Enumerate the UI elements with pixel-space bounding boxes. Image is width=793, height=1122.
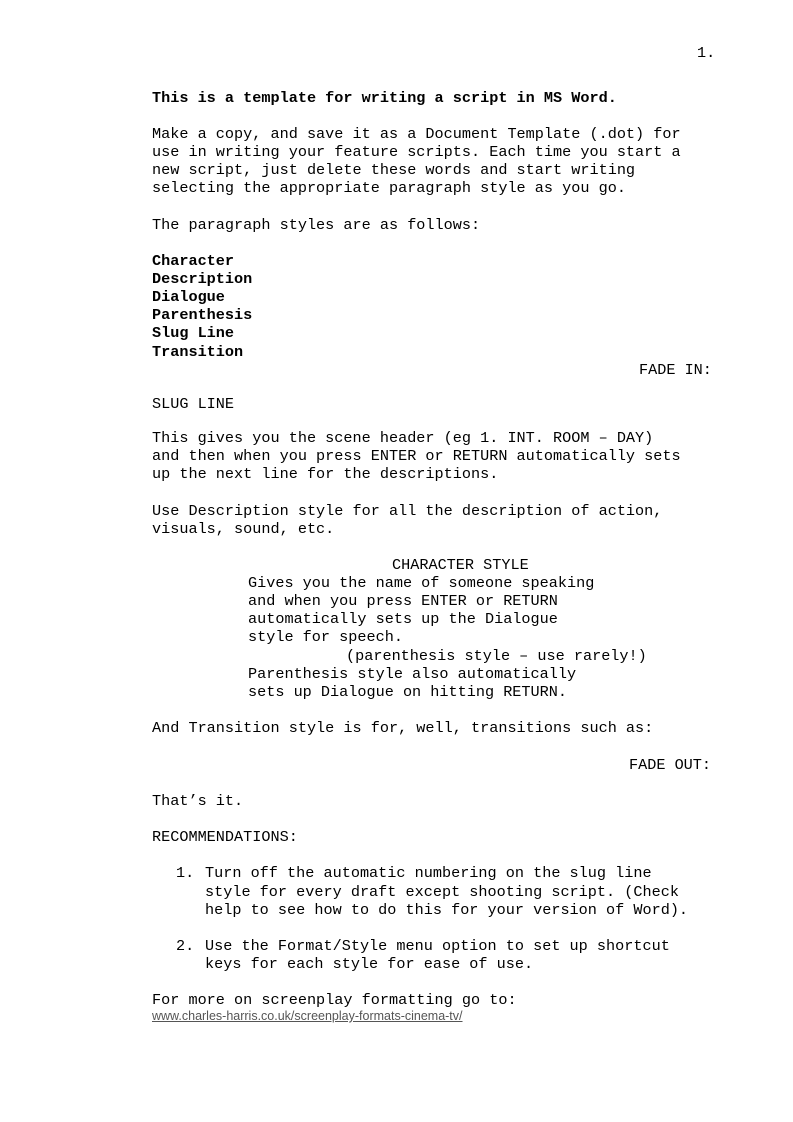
list-number: 1.	[176, 864, 195, 882]
character-cue: CHARACTER STYLE	[392, 556, 529, 574]
parenthetical-line: (parenthesis style – use rarely!)	[346, 647, 647, 665]
dialogue-line: Parenthesis style also automatically	[248, 665, 577, 683]
transition-description: And Transition style is for, well, transitions such as:	[152, 719, 654, 737]
style-item-transition: Transition	[152, 343, 244, 361]
dialogue-line: style for speech.	[248, 628, 403, 646]
list-item-line: help to see how to do this for your version of Word).	[205, 901, 689, 919]
style-item-description: Description	[152, 270, 253, 288]
dialogue-line: and when you press ENTER or RETURN	[248, 592, 558, 610]
style-item-slug-line: Slug Line	[152, 324, 235, 342]
dialogue-line: sets up Dialogue on hitting RETURN.	[248, 683, 567, 701]
style-item-parenthesis: Parenthesis	[152, 306, 253, 324]
styles-intro: The paragraph styles are as follows:	[152, 216, 481, 234]
style-item-character: Character	[152, 252, 235, 270]
style-item-dialogue: Dialogue	[152, 288, 225, 306]
slug-line-heading: SLUG LINE	[152, 395, 235, 413]
slug-description-line: This gives you the scene header (eg 1. INT. ROOM – DAY)	[152, 429, 654, 447]
description-style-line: visuals, sound, etc.	[152, 520, 335, 538]
description-style-line: Use Description style for all the description of action,	[152, 502, 663, 520]
page-number: 1.	[697, 44, 716, 62]
intro-line: use in writing your feature scripts. Each time you start a	[152, 143, 681, 161]
thats-it-line: That’s it.	[152, 792, 244, 810]
list-item-line: style for every draft except shooting script. (Check	[205, 883, 679, 901]
intro-line: selecting the appropriate paragraph style as you go.	[152, 179, 626, 197]
list-item-line: Turn off the automatic numbering on the slug line	[205, 864, 652, 882]
fade-out-transition: FADE OUT:	[629, 756, 712, 774]
slug-description-line: and then when you press ENTER or RETURN automatically sets	[152, 447, 681, 465]
list-item-line: Use the Format/Style menu option to set up shortcut	[205, 937, 670, 955]
intro-line: Make a copy, and save it as a Document Template (.dot) for	[152, 125, 681, 143]
more-info-line: For more on screenplay formatting go to:	[152, 991, 517, 1009]
intro-line: new script, just delete these words and start writing	[152, 161, 636, 179]
recommendations-heading: RECOMMENDATIONS:	[152, 828, 298, 846]
dialogue-line: automatically sets up the Dialogue	[248, 610, 558, 628]
list-number: 2.	[176, 937, 195, 955]
list-item-line: keys for each style for ease of use.	[205, 955, 534, 973]
dialogue-line: Gives you the name of someone speaking	[248, 574, 595, 592]
screenplay-formats-link[interactable]: www.charles-harris.co.uk/screenplay-formats-cinema-tv/	[152, 1009, 463, 1023]
fade-in-transition: FADE IN:	[639, 361, 712, 379]
intro-title: This is a template for writing a script in MS Word.	[152, 89, 617, 107]
slug-description-line: up the next line for the descriptions.	[152, 465, 499, 483]
